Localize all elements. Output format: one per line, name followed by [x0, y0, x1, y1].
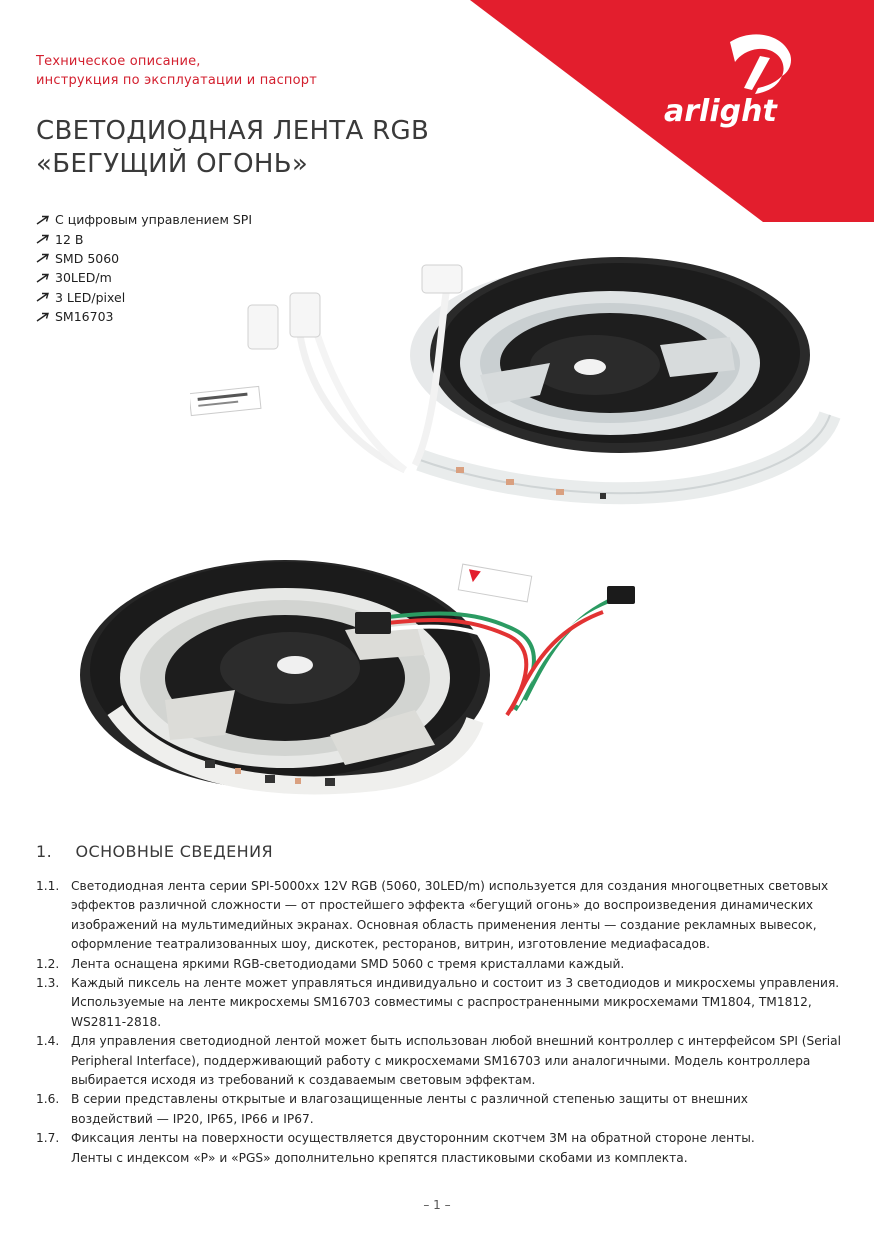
list-item: [36, 1090, 836, 1129]
feature-text: С цифровым управлением SPI: [55, 212, 253, 228]
subtitle-line: инструкция по эксплуатации и паспорт: [36, 73, 317, 88]
arrow-icon: [36, 292, 50, 302]
item-number: 1.1.: [36, 879, 60, 893]
arrow-icon: [36, 234, 50, 244]
item-line: Peripheral Interface), поддерживающий работу с микросхемами SM16703 или аналогичными. Модель контроллера: [71, 1053, 811, 1068]
section-heading: [36, 842, 273, 861]
item-line: Ленты с индексом «P» и «PGS» дополнительно крепятся пластиковыми скобами из комплекта.: [71, 1150, 688, 1165]
list-item: [36, 955, 836, 974]
title-line: «БЕГУЩИЙ ОГОНЬ»: [36, 149, 309, 179]
list-item: [36, 1032, 842, 1090]
item-line: Используемые на ленте микросхемы SM16703 совместимы с распространенными микросхемами TM1804, TM1812,: [71, 995, 812, 1010]
document-subtitle: [36, 52, 317, 90]
feature-text: 3 LED/pixel: [55, 289, 126, 305]
subtitle-line: Техническое описание,: [36, 54, 201, 69]
item-line: изображений на мультимедийных экранах. Основная область применения ленты — создание рекламных вывесок,: [71, 917, 817, 932]
list-item: [36, 974, 840, 1032]
item-line: выбирается исходя из требований к создаваемым световым эффектам.: [71, 1073, 536, 1088]
item-line: Фиксация ленты на поверхности осуществляется двусторонним скотчем 3M на обратной стороне ленты.: [71, 1131, 755, 1146]
item-line: эффектов различной сложности — от простейшего эффекта «бегущий огонь» до воспроизведения динамических: [71, 898, 814, 913]
section-title-text: ОСНОВНЫЕ СВЕДЕНИЯ: [75, 842, 273, 861]
title-line: СВЕТОДИОДНАЯ ЛЕНТА RGB: [36, 116, 430, 146]
svg-text:arlight: arlight: [664, 94, 777, 129]
feature-text: SMD 5060: [55, 250, 120, 266]
arrow-icon: [36, 215, 50, 225]
item-number: 1.6.: [36, 1092, 60, 1107]
item-line: В серии представлены открытые и влагозащищенные ленты с различной степенью защиты от внешних: [71, 1092, 749, 1107]
item-text: [71, 974, 839, 1032]
arrow-icon: [36, 273, 50, 283]
list-item: [36, 1129, 836, 1168]
item-line: Лента оснащена яркими RGB-светодиодами SMD 5060 с тремя кристаллами каждый.: [71, 956, 625, 971]
item-line: Светодиодная лента серии SPI-5000xx 12V RGB (5060, 30LED/m) используется для создания многоцветных световых: [71, 879, 829, 893]
feature-item: [36, 210, 252, 229]
item-number: 1.2.: [36, 956, 60, 971]
item-number: 1.4.: [36, 1034, 60, 1049]
item-text: [71, 1129, 836, 1168]
item-number: 1.7.: [36, 1131, 60, 1146]
document-title: [36, 115, 429, 181]
arrow-icon: [36, 312, 50, 322]
item-text: [71, 1032, 841, 1090]
item-text: [71, 877, 836, 955]
item-line: воздействий — IP20, IP65, IP66 и IP67.: [71, 1111, 314, 1126]
item-line: оформление театрализованных шоу, дискотек, ресторанов, витрин, изготовление медиафасадов.: [71, 937, 710, 952]
page-number: – 1 –: [423, 1198, 451, 1212]
feature-text: 12 В: [55, 231, 84, 247]
item-line: Каждый пиксель на ленте может управляться индивидуально и состоит из 3 светодиодов и микросхемы управления.: [71, 976, 840, 991]
item-text: [71, 1090, 836, 1129]
section-number: 1.: [36, 842, 53, 861]
item-text: [71, 955, 836, 974]
feature-text: 30LED/m: [55, 270, 112, 286]
led-strip-reel-open-photo: [75, 550, 675, 825]
list-item: [36, 877, 836, 955]
feature-text: SM16703: [55, 309, 114, 325]
item-line: Для управления светодиодной лентой может быть использован любой внешний контроллер с интерфейсом SPI (Serial: [71, 1034, 842, 1049]
item-number: 1.3.: [36, 976, 60, 991]
arrow-icon: [36, 253, 50, 263]
item-line: WS2811-2818.: [71, 1014, 162, 1029]
section-items: [36, 877, 842, 1168]
led-strip-reel-waterproof-photo: [190, 245, 850, 545]
